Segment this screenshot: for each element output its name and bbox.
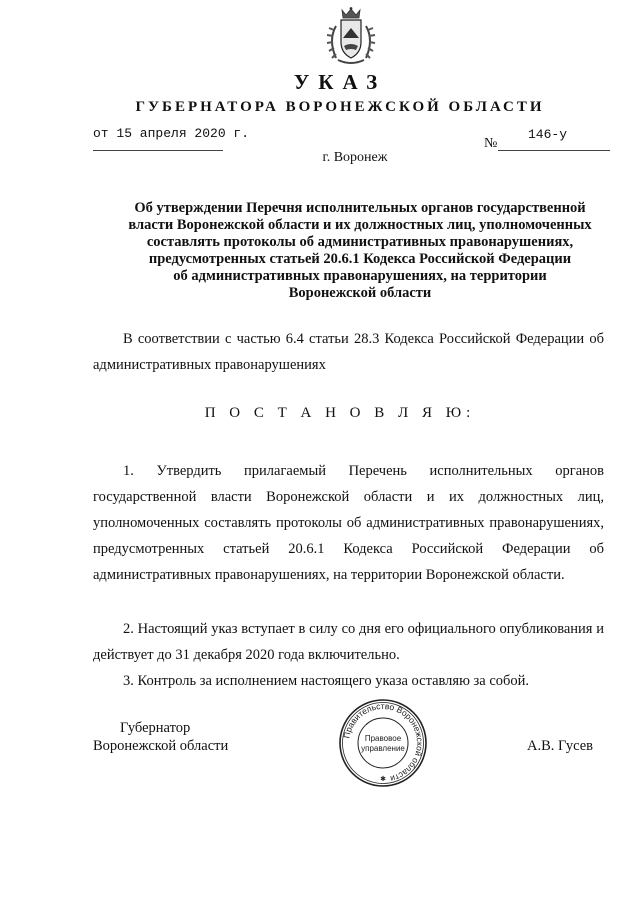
stamp-star-icon: ✱	[380, 775, 386, 783]
city: г. Воронеж	[322, 150, 388, 165]
signer-role-line-2: Воронежской области	[93, 738, 229, 754]
clause-3-text: 3. Контроль за исполнением настоящего указа оставляю за собой.	[123, 673, 530, 689]
coat-of-arms-icon	[322, 6, 380, 68]
subject-line: об административных правонарушениях, на территории	[173, 268, 547, 284]
clause-1	[93, 458, 604, 588]
clause-2-text: 2. Настоящий указ вступает в силу со дня его официального опубликования и действует до 31 декабря 2020 года включительно.	[93, 621, 604, 663]
stamp-ring-text: Правительство Воронежской области	[341, 700, 426, 785]
official-stamp	[338, 698, 428, 788]
preamble-text: В соответствии с частью 6.4 статьи 28.3 Кодекса Российской Федерации об административных правонарушениях	[93, 331, 604, 373]
signer-role-line-1: Губернатор	[120, 720, 191, 736]
subject-line: власти Воронежской области и их должностных лиц, уполномоченных	[128, 217, 592, 233]
decree-date: от 15 апреля 2020 г.	[93, 126, 250, 141]
stamp-center-line-1: Правовое	[364, 734, 402, 743]
subject-line: составлять протоколы об административных правонарушениях,	[146, 234, 574, 250]
signer-name: А.В. Гусев	[527, 738, 593, 754]
number-label: №	[484, 136, 498, 151]
subject-line: Воронежской области	[288, 285, 432, 301]
issuer-title: ГУБЕРНАТОРА ВОРОНЕЖСКОЙ ОБЛАСТИ	[135, 99, 545, 115]
document-type-title: УКАЗ	[293, 70, 387, 94]
decree-number: 146-у	[528, 127, 568, 142]
subject-line: Об утверждении Перечня исполнительных органов государственной	[134, 200, 586, 216]
stamp-center-line-2: управление	[361, 744, 405, 753]
preamble-paragraph	[93, 326, 604, 378]
decree-subject	[100, 200, 620, 302]
clause-3	[93, 668, 604, 694]
clause-1-text: 1. Утвердить прилагаемый Перечень исполнительных органов государственной власти Воронежской области и их должностных лиц, уполномоченных составлять протоколы об административных правонарушениях, предусмотренных статьей 20.6.1 Кодекса Российской Федерации об административных правонарушениях, на территории Воронежской области.	[93, 463, 604, 583]
subject-line: предусмотренных статьей 20.6.1 Кодекса Российской Федерации	[148, 251, 572, 267]
decree-word: П О С Т А Н О В Л Я Ю:	[204, 405, 476, 421]
clause-2	[93, 616, 604, 668]
